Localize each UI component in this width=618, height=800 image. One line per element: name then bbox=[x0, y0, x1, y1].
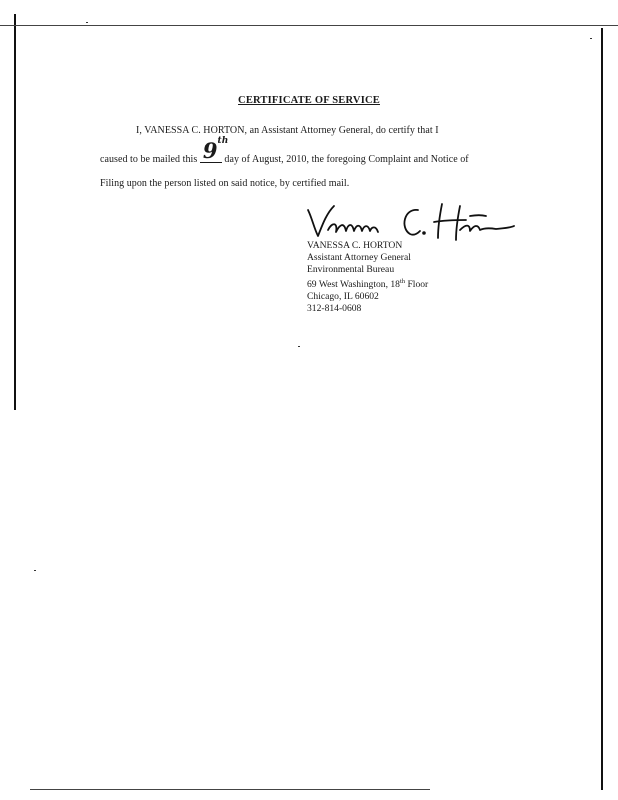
certificate-line-2 bbox=[100, 136, 469, 165]
signature-block bbox=[307, 240, 428, 315]
handwritten-signature bbox=[300, 198, 520, 242]
scan-border-bottom bbox=[30, 789, 430, 790]
certificate-line-1 bbox=[136, 125, 439, 136]
signer-address-city: Chicago, IL 60602 bbox=[307, 291, 379, 303]
scan-border-left bbox=[14, 14, 16, 410]
paragraph-text-2b: day of August, 2010, the foregoing Complaint and Notice of bbox=[224, 154, 469, 165]
scan-speck bbox=[298, 346, 300, 347]
signer-phone: 312-814-0608 bbox=[307, 303, 362, 315]
signer-bureau: Environmental Bureau bbox=[307, 264, 395, 275]
scan-border-top bbox=[0, 25, 618, 26]
scan-border-right bbox=[601, 28, 603, 790]
signer-address-street: 69 West Washington, 18th Floor bbox=[307, 278, 429, 291]
scan-speck bbox=[34, 570, 36, 571]
scan-speck bbox=[590, 38, 592, 39]
paragraph-text-3: Filing upon the person listed on said notice, by certified mail. bbox=[100, 178, 350, 189]
signer-name: VANESSA C. HORTON bbox=[307, 240, 403, 251]
day-fill-in bbox=[200, 136, 229, 163]
certificate-title: CERTIFICATE OF SERVICE bbox=[238, 95, 380, 106]
signer-role: Assistant Attorney General bbox=[307, 252, 411, 263]
scan-speck bbox=[86, 22, 88, 23]
handwritten-day: 9th bbox=[202, 136, 229, 163]
certificate-line-3 bbox=[100, 178, 349, 189]
paragraph-text-2a: caused to be mailed this bbox=[100, 154, 198, 165]
paragraph-text-1: I, VANESSA C. HORTON, an Assistant Attorney General, do certify that I bbox=[136, 125, 439, 136]
